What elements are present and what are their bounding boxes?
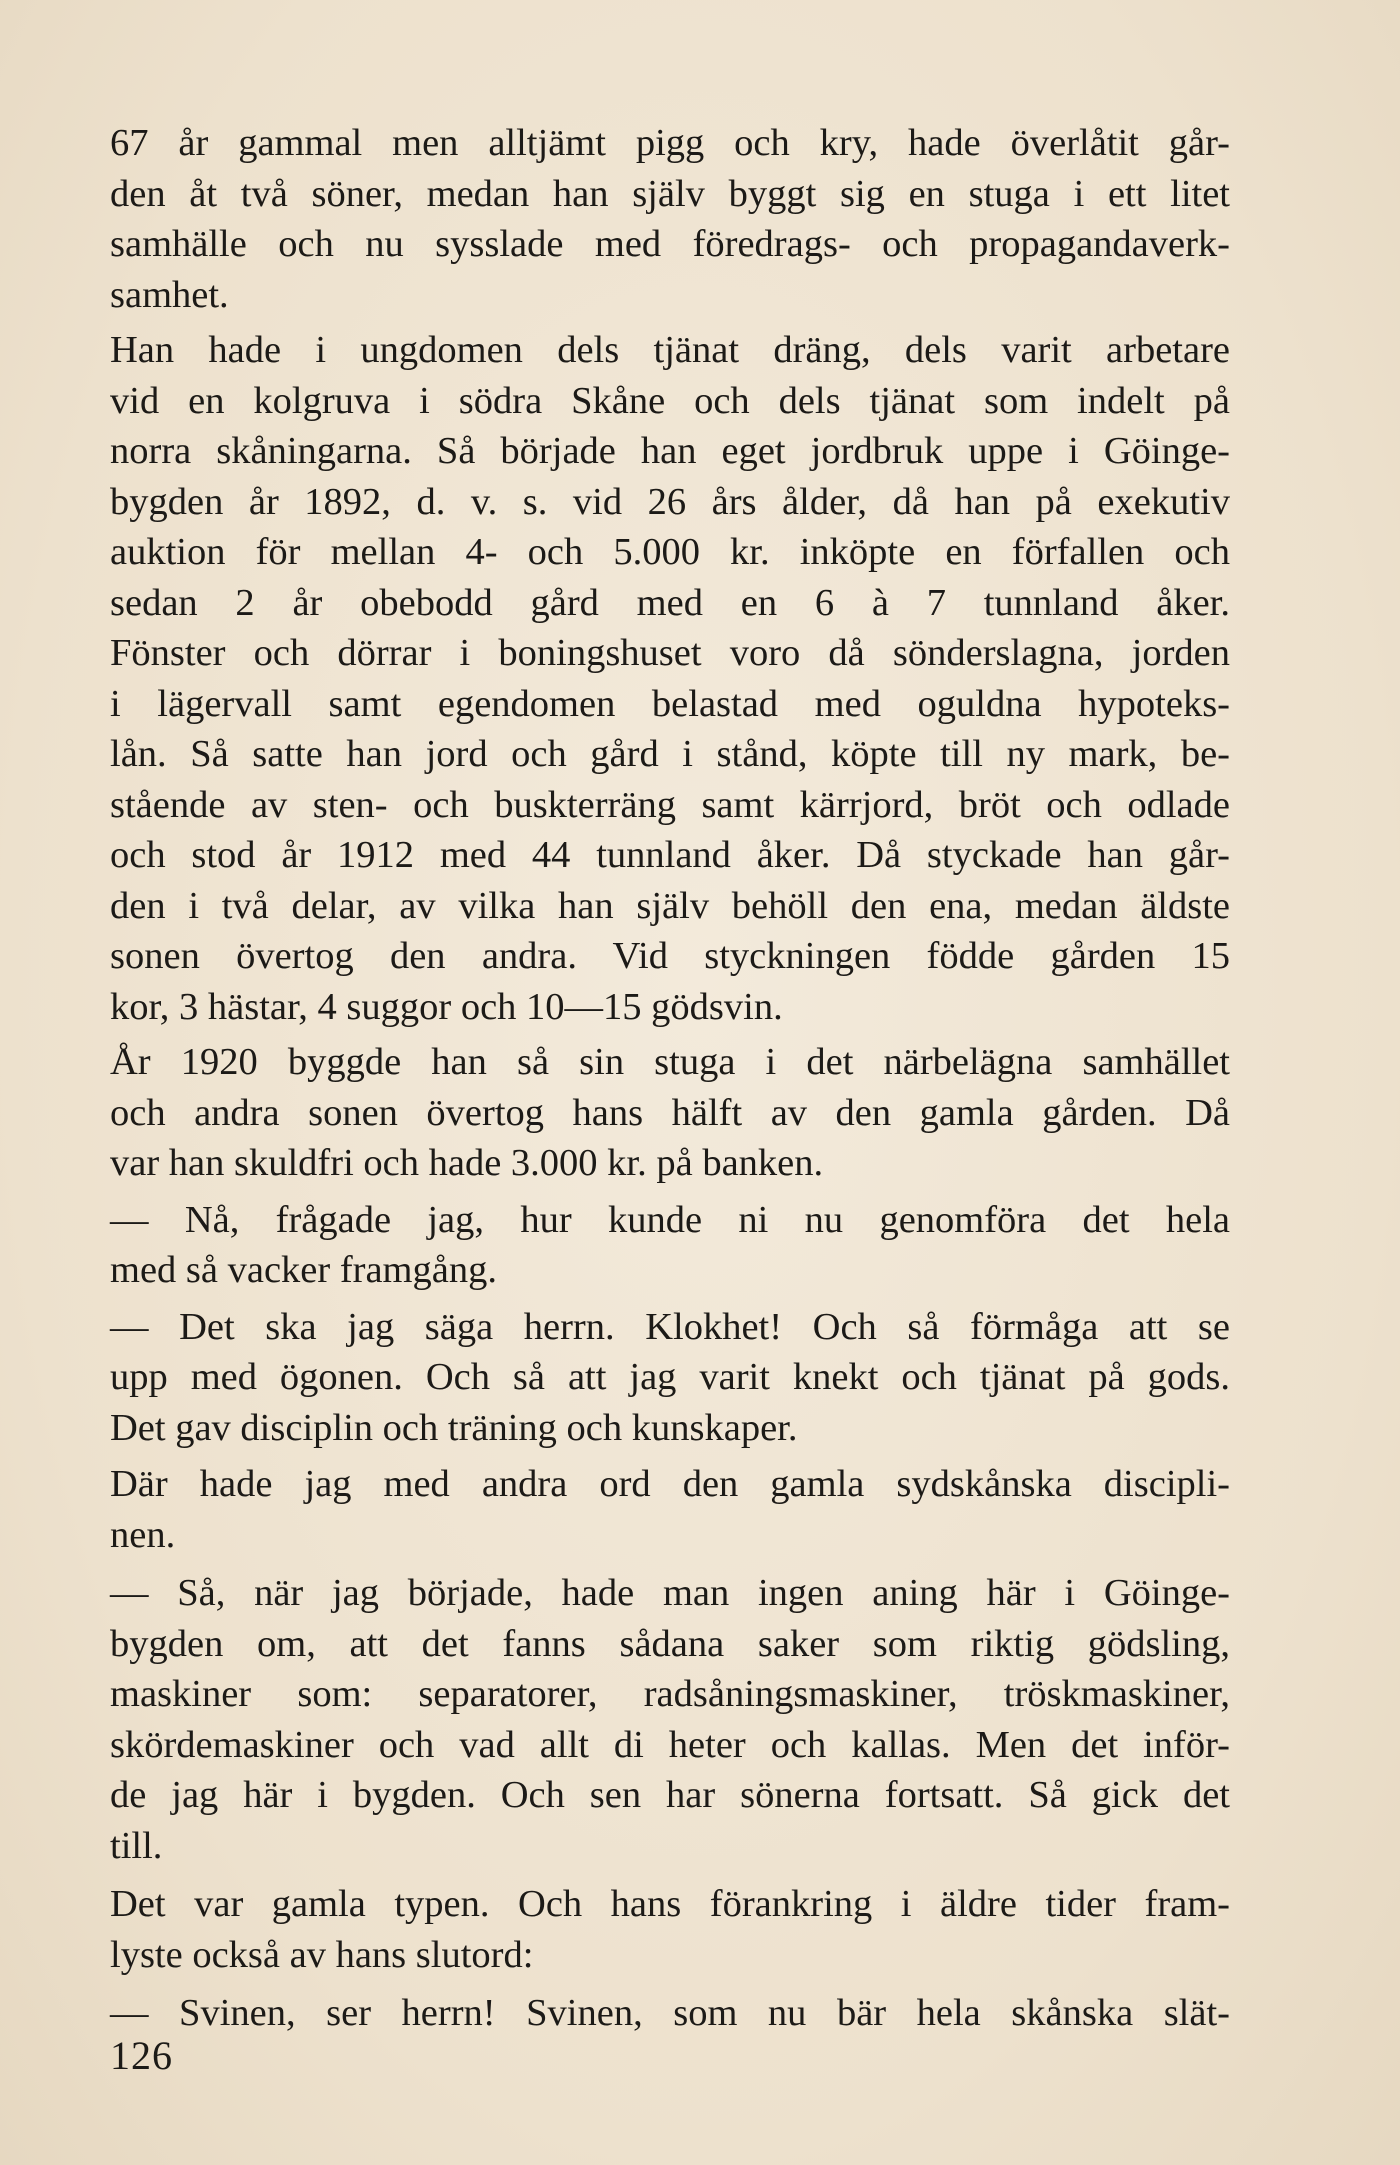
text-line: norra skåningarna. Så började han eget jordbruk uppe i Göinge- (110, 430, 1230, 472)
text-line: Fönster och dörrar i boningshuset voro då sönderslagna, jorden (110, 632, 1230, 674)
text-line: kor, 3 hästar, 4 suggor och 10—15 gödsvin. (110, 985, 783, 1028)
text-line: 67 år gammal men alltjämt pigg och kry, hade överlåtit går- (110, 122, 1230, 164)
text-line: Det gav disciplin och träning och kunskaper. (110, 1406, 798, 1449)
text-line: — Det ska jag säga herrn. Klokhet! Och så förmåga att se (110, 1305, 1230, 1348)
text-line: År 1920 byggde han så sin stuga i det närbelägna samhället (110, 1041, 1230, 1083)
text-line: — Nå, frågade jag, hur kunde ni nu genomföra det hela (110, 1198, 1230, 1241)
text-line: auktion för mellan 4- och 5.000 kr. inköpte en förfallen och (110, 531, 1230, 573)
paragraph (110, 1037, 1230, 1189)
text-line: samhet. (110, 273, 229, 316)
text-line: lyste också av hans slutord: (110, 1933, 534, 1976)
paragraph (110, 1459, 1230, 1560)
text-line: samhälle och nu sysslade med föredrags- och propagandaverk- (110, 223, 1230, 265)
body-text (110, 118, 1230, 2039)
text-line: lån. Så satte han jord och gård i stånd, köpte till ny mark, be- (110, 733, 1230, 775)
text-line: bygden år 1892, d. v. s. vid 26 års ålder, då han på exekutiv (110, 480, 1230, 523)
text-line: och andra sonen övertog hans hälft av den gamla gården. Då (110, 1091, 1230, 1134)
paragraph (110, 1988, 1230, 2039)
paragraph (110, 1302, 1230, 1454)
text-line: vid en kolgruva i södra Skåne och dels tjänat som indelt på (110, 379, 1230, 422)
paragraph (110, 325, 1230, 1032)
text-line: — Svinen, ser herrn! Svinen, som nu bär hela skånska slät- (110, 1992, 1230, 2034)
text-line: upp med ögonen. Och så att jag varit knekt och tjänat på gods. (110, 1356, 1230, 1398)
page-number: 126 (110, 2033, 173, 2078)
text-line: sedan 2 år obebodd gård med en 6 à 7 tunnland åker. (110, 581, 1230, 624)
text-line: — Så, när jag började, hade man ingen aning här i Göinge- (110, 1572, 1230, 1614)
paragraph (110, 118, 1230, 320)
text-line: skördemaskiner och vad allt di heter och kallas. Men det inför- (110, 1723, 1230, 1766)
text-line: Där hade jag med andra ord den gamla sydskånska discipli- (110, 1463, 1230, 1505)
text-line: den i två delar, av vilka han själv behöll den ena, medan äldste (110, 884, 1230, 927)
text-line: Det var gamla typen. Och hans förankring i äldre tider fram- (110, 1883, 1230, 1925)
text-line: i lägervall samt egendomen belastad med oguldna hypoteks- (110, 682, 1230, 725)
paragraph (110, 1879, 1230, 1980)
text-line: var han skuldfri och hade 3.000 kr. på banken. (110, 1142, 824, 1184)
text-line: och stod år 1912 med 44 tunnland åker. Då styckade han går- (110, 834, 1230, 876)
text-line: de jag här i bygden. Och sen har sönerna fortsatt. Så gick det (110, 1774, 1230, 1816)
text-line: nen. (110, 1513, 176, 1556)
text-line: bygden om, att det fanns sådana saker som riktig gödsling, (110, 1622, 1230, 1665)
text-line: Han hade i ungdomen dels tjänat dräng, dels varit arbetare (110, 329, 1230, 371)
text-line: den åt två söner, medan han själv byggt sig en stuga i ett litet (110, 172, 1230, 215)
text-line: maskiner som: separatorer, radsåningsmaskiner, tröskmaskiner, (110, 1673, 1230, 1715)
text-line: med så vacker framgång. (110, 1249, 497, 1291)
paragraph (110, 1568, 1230, 1871)
paragraph (110, 1195, 1230, 1296)
text-line: stående av sten- och buskterräng samt kärrjord, bröt och odlade (110, 783, 1230, 826)
text-line: till. (110, 1824, 163, 1867)
text-line: sonen övertog den andra. Vid styckningen födde gården 15 (110, 935, 1230, 977)
